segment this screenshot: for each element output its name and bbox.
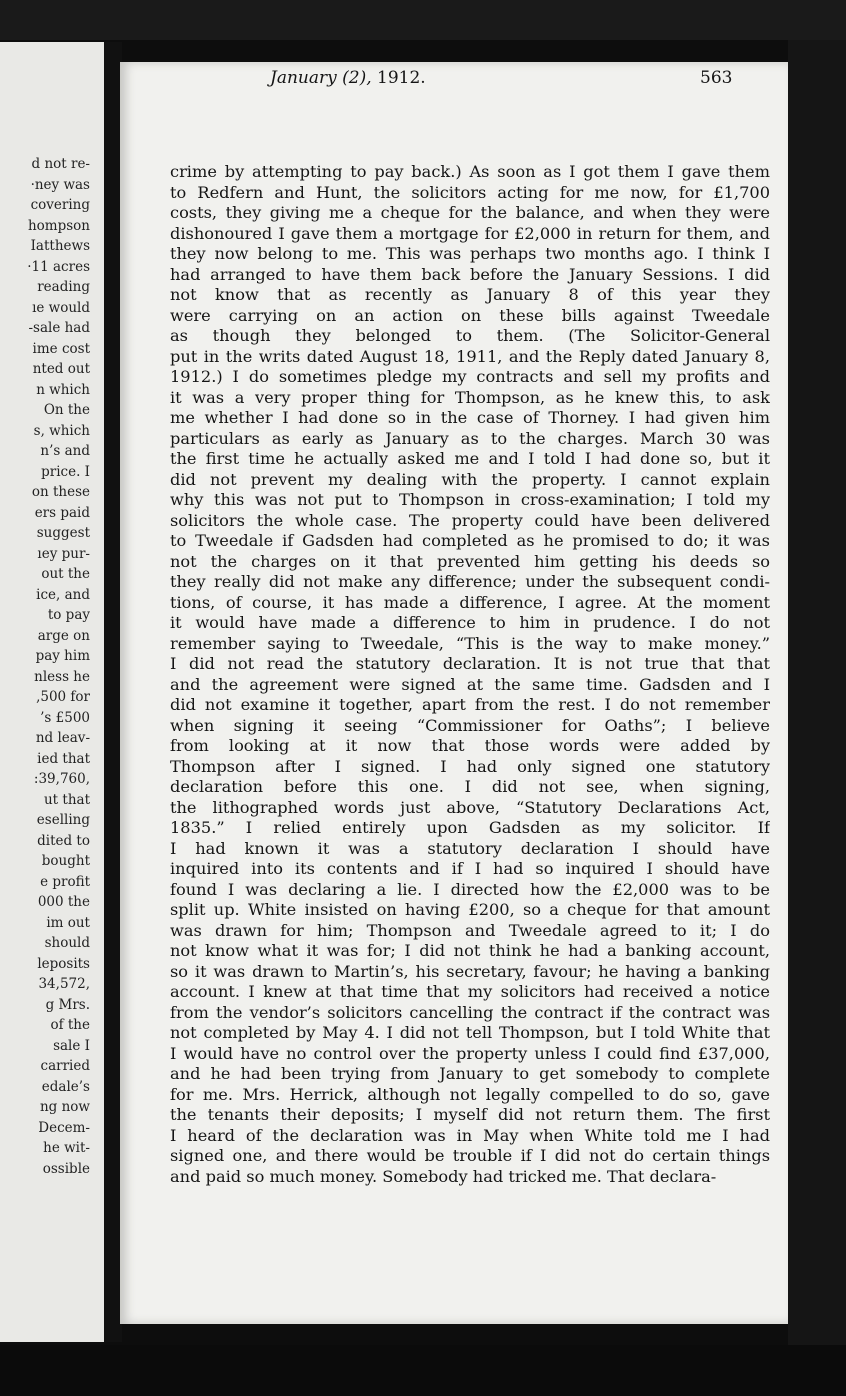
left-page-line: g Mrs. <box>45 996 90 1013</box>
left-page-line: leposits <box>37 955 90 972</box>
text-line: the first time he actually asked me and I told I had done so, but it <box>170 449 770 468</box>
text-line: costs, they giving me a cheque for the balance, and when they were <box>170 203 770 222</box>
text-line: 1835.” I relied entirely upon Gadsden as my solicitor. If <box>170 818 770 837</box>
text-line: to Redfern and Hunt, the solicitors acting for me now, for £1,700 <box>170 182 770 202</box>
text-line: why this was not put to Thompson in cross-examination; I told my <box>170 490 770 509</box>
left-page-line: ıe would <box>32 299 90 316</box>
left-page-line: covering <box>30 197 90 213</box>
text-line: 1912.) I do sometimes pledge my contracts and sell my profits and <box>170 367 770 386</box>
left-page-line: reading <box>37 279 90 295</box>
left-page-line: ,500 for <box>36 689 90 705</box>
text-line: particulars as early as January as to the charges. March 30 was <box>170 428 770 448</box>
left-page-line: ers paid <box>34 504 90 521</box>
left-page-line: edale’s <box>41 1078 90 1095</box>
left-page-line: nted out <box>32 361 90 377</box>
body-text <box>170 162 770 1187</box>
left-page-line: ’s £500 <box>40 709 90 726</box>
text-line: not know what it was for; I did not think he had a banking account, <box>170 941 770 960</box>
left-page-line: arge on <box>37 627 90 644</box>
scan-background-right <box>788 40 846 1350</box>
text-line: so it was drawn to Martin’s, his secretary, favour; he having a banking <box>170 961 770 981</box>
text-line: I had known it was a statutory declaration I should have <box>170 838 770 858</box>
left-page-line: sale I <box>53 1037 90 1054</box>
text-line: and the agreement were signed at the same time. Gadsden and I <box>170 674 770 694</box>
text-line: not completed by May 4. I did not tell Thompson, but I told White that <box>170 1023 770 1042</box>
left-page-line: n’s and <box>40 443 90 459</box>
text-line: the lithographed words just above, “Statutory Declarations Act, <box>170 797 770 817</box>
left-page-line: 34,572, <box>38 976 90 992</box>
text-line: it was a very proper thing for Thompson, as he knew this, to ask <box>170 387 770 407</box>
left-page-line: ·11 acres <box>27 258 90 275</box>
text-line: not know that as recently as January 8 of this year they <box>170 285 770 304</box>
text-line: found I was declaring a lie. I directed how the £2,000 was to be <box>170 879 770 899</box>
text-line: crime by attempting to pay back.) As soon as I got them I gave them <box>170 162 770 181</box>
left-page-line: e profit <box>40 873 90 890</box>
text-line: split up. White insisted on having £200, so a cheque for that amount <box>170 900 770 919</box>
left-page-line: nless he <box>34 668 90 685</box>
left-page-line: ice, and <box>36 586 90 603</box>
text-line: for me. Mrs. Herrick, although not legally compelled to do so, gave <box>170 1084 770 1104</box>
text-line: did not prevent my dealing with the property. I cannot explain <box>170 469 770 489</box>
left-page-line: price. I <box>41 463 90 480</box>
left-page-line: ossible <box>42 1160 90 1177</box>
text-line: and he had been trying from January to get somebody to complete <box>170 1064 770 1083</box>
left-page-line: bought <box>41 853 90 869</box>
text-line: signed one, and there would be trouble if I did not do certain things <box>170 1146 770 1165</box>
text-line: not the charges on it that prevented him getting his deeds so <box>170 551 770 571</box>
left-page-line: ng now <box>39 1099 90 1115</box>
left-page-line: ıey pur- <box>37 545 90 562</box>
left-page-line: carried <box>40 1058 90 1074</box>
text-line: were carrying on an action on these bills against Tweedale <box>170 305 770 325</box>
left-page-line: On the <box>43 402 90 418</box>
left-page-line: d not re- <box>31 156 90 172</box>
text-line: remember saying to Tweedale, “This is the way to make money.” <box>170 633 770 653</box>
left-page-line: eselling <box>36 812 90 828</box>
text-line: as though they belonged to them. (The Solicitor-General <box>170 326 770 345</box>
left-page-line: ut that <box>43 791 90 808</box>
left-page-line: he wit- <box>43 1140 90 1156</box>
page-number: 563 <box>700 68 733 88</box>
text-line: Thompson after I signed. I had only signed one statutory <box>170 756 770 776</box>
text-line: from the vendor’s solicitors cancelling the contract if the contract was <box>170 1002 770 1022</box>
text-line: put in the writs dated August 18, 1911, and the Reply dated January 8, <box>170 346 770 366</box>
text-line: I did not read the statutory declaration. It is not true that that <box>170 654 770 673</box>
left-page-line: nd leav- <box>35 730 90 746</box>
text-line: I heard of the declaration was in May when White told me I had <box>170 1125 770 1145</box>
left-page-line: s, which <box>33 422 90 439</box>
text-line: was drawn for him; Thompson and Tweedale agreed to it; I do <box>170 920 770 940</box>
left-page-line: out the <box>41 566 90 582</box>
text-line: me whether I had done so in the case of Thorney. I had given him <box>170 408 770 427</box>
text-line: when signing it seeing “Commissioner for Oaths”; I believe <box>170 715 770 735</box>
left-page-line: pay him <box>35 648 90 664</box>
left-page-line: n which <box>36 381 90 398</box>
left-page-line: ·ney was <box>30 176 90 193</box>
text-line: it would have made a difference to him in prudence. I do not <box>170 613 770 632</box>
left-page-line: 000 the <box>37 894 90 910</box>
scan-background-top <box>0 0 846 40</box>
text-line: did not examine it together, apart from the rest. I do not remember <box>170 695 770 714</box>
text-line: from looking at it now that those words were added by <box>170 736 770 755</box>
text-line: solicitors the whole case. The property could have been delivered <box>170 510 770 530</box>
text-line: declaration before this one. I did not see, when signing, <box>170 777 770 796</box>
text-line: they now belong to me. This was perhaps two months ago. I think I <box>170 244 770 263</box>
text-line: inquired into its contents and if I had so inquired I should have <box>170 859 770 878</box>
left-page-line: suggest <box>36 525 90 541</box>
header-year: 1912. <box>371 68 426 88</box>
left-page-line: hompson <box>27 217 90 234</box>
left-page-line: Iatthews <box>30 238 90 254</box>
left-page-fragment <box>0 42 107 1342</box>
left-page-line: -sale had <box>28 320 90 336</box>
left-page-line: to pay <box>47 607 90 623</box>
text-line: to Tweedale if Gadsden had completed as he promised to do; it was <box>170 531 770 550</box>
left-page-line: Decem- <box>38 1119 90 1136</box>
text-line: they really did not make any difference; under the subsequent condi- <box>170 572 770 591</box>
running-header <box>270 68 426 88</box>
text-line: the tenants their deposits; I myself did not return them. The first <box>170 1105 770 1124</box>
text-line: tions, of course, it has made a difference, I agree. At the moment <box>170 592 770 612</box>
left-page-line: of the <box>50 1017 90 1033</box>
left-page-line: ied that <box>37 750 90 767</box>
text-line: and paid so much money. Somebody had tricked me. That declara- <box>170 1166 717 1186</box>
left-page-line: im out <box>46 914 90 931</box>
left-page-line: :39,760, <box>33 771 90 787</box>
text-line: account. I knew at that time that my solicitors had received a notice <box>170 982 770 1001</box>
header-date: January (2), <box>270 68 372 88</box>
left-page-line: on these <box>31 484 90 500</box>
left-page-line: ime cost <box>32 340 90 357</box>
text-line: dishonoured I gave them a mortgage for £2,000 in return for them, and <box>170 223 770 243</box>
text-line: had arranged to have them back before the January Sessions. I did <box>170 264 770 284</box>
scan-background-bottom <box>0 1345 846 1396</box>
left-page-line: should <box>44 935 90 951</box>
text-line: I would have no control over the property unless I could find £37,000, <box>170 1043 770 1063</box>
left-page-line: dited to <box>37 832 90 849</box>
